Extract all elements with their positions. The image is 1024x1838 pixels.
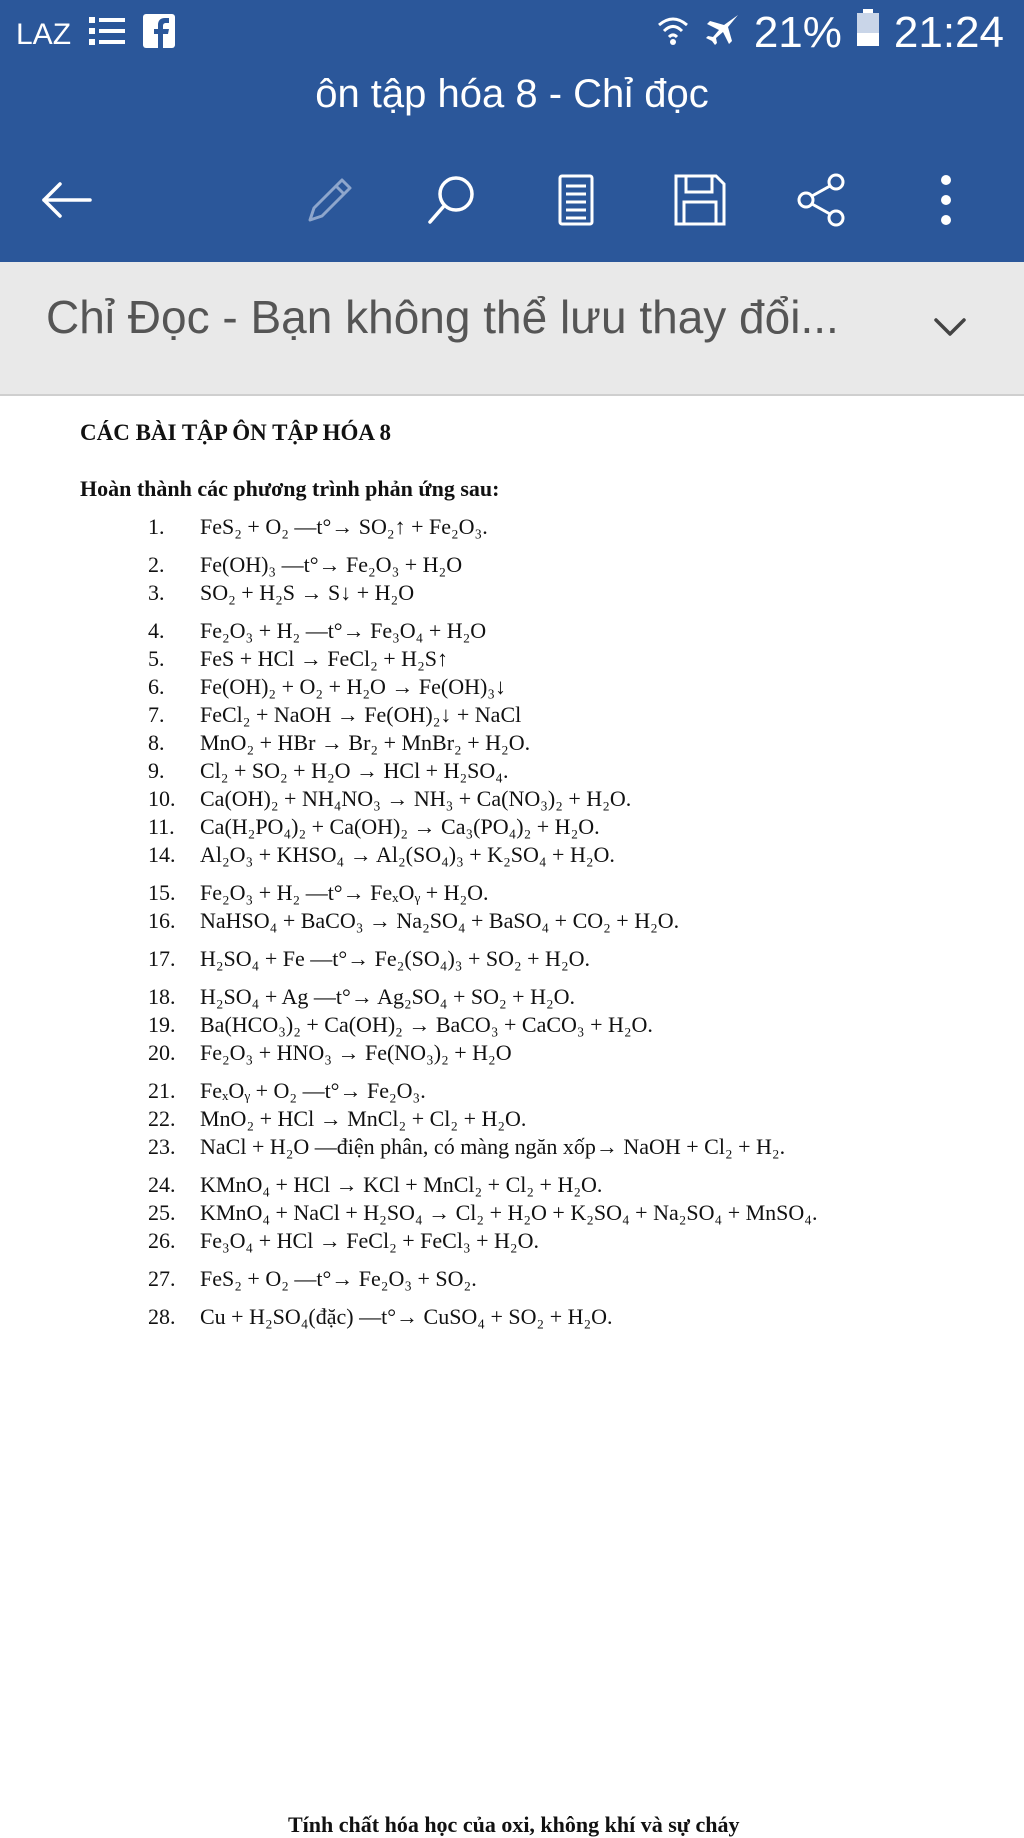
equation-item bbox=[148, 842, 615, 868]
equation-item bbox=[148, 1228, 539, 1254]
equation-number: 1. bbox=[148, 514, 165, 539]
equation-item bbox=[148, 514, 488, 540]
equation-text: Ca(H₂PO₄)₂ + Ca(OH)₂ → Ca₃(PO₄)₂ + H₂O. bbox=[200, 814, 600, 839]
equation-text: MnO₂ + HBr → Br₂ + MnBr₂ + H₂O. bbox=[200, 730, 531, 755]
equation-item bbox=[148, 908, 679, 934]
equation-item bbox=[148, 1200, 817, 1226]
equation-item bbox=[148, 1012, 653, 1038]
equation-text: FeS₂ + O₂ —t°→ Fe₂O₃ + SO₂. bbox=[200, 1266, 477, 1291]
equation-text: NaHSO₄ + BaCO₃ → Na₂SO₄ + BaSO₄ + CO₂ + H₂O. bbox=[200, 908, 680, 933]
search-button[interactable] bbox=[422, 170, 482, 230]
equation-item bbox=[148, 580, 414, 606]
chevron-down-icon[interactable] bbox=[930, 312, 970, 342]
equation-item bbox=[148, 1304, 613, 1330]
save-icon bbox=[672, 172, 728, 228]
equation-item bbox=[148, 674, 506, 700]
battery-icon bbox=[856, 8, 880, 58]
equation-number: 17. bbox=[148, 946, 176, 971]
equation-item bbox=[148, 1106, 526, 1132]
equation-number: 28. bbox=[148, 1304, 176, 1329]
equation-number: 21. bbox=[148, 1078, 176, 1103]
equation-text: KMnO₄ + NaCl + H₂SO₄ → Cl₂ + H₂O + K₂SO₄ + Na₂SO₄ + MnSO₄. bbox=[200, 1200, 818, 1225]
equation-text: FeₓOᵧ + O₂ —t°→ Fe₂O₃. bbox=[200, 1078, 426, 1103]
equation-text: Fe₂O₃ + H₂ —t°→ Fe₃O₄ + H₂O bbox=[200, 618, 487, 643]
equation-text: FeS₂ + O₂ —t°→ SO₂↑ + Fe₂O₃. bbox=[200, 514, 488, 539]
share-icon bbox=[794, 172, 850, 228]
equation-number: 2. bbox=[148, 552, 165, 577]
equation-item bbox=[148, 1266, 477, 1292]
app-header bbox=[0, 0, 1024, 262]
equation-number: 20. bbox=[148, 1040, 176, 1065]
equation-text: Al₂O₃ + KHSO₄ → Al₂(SO₄)₃ + K₂SO₄ + H₂O. bbox=[200, 842, 615, 867]
document-title: ôn tập hóa 8 - Chỉ đọc bbox=[315, 72, 709, 116]
next-section-heading: Tính chất hóa học của oxi, không khí và sự cháy bbox=[288, 1812, 740, 1837]
equation-item bbox=[148, 1078, 426, 1104]
equation-text: Ca(OH)₂ + NH₄NO₃ → NH₃ + Ca(NO₃)₂ + H₂O. bbox=[200, 786, 632, 811]
equation-item bbox=[148, 618, 486, 644]
equation-number: 14. bbox=[148, 842, 176, 867]
equation-text: Fe₂O₃ + H₂ —t°→ FeₓOᵧ + H₂O. bbox=[200, 880, 489, 905]
save-button[interactable] bbox=[670, 170, 730, 230]
equation-item bbox=[148, 814, 600, 840]
equation-text: MnO₂ + HCl → MnCl₂ + Cl₂ + H₂O. bbox=[200, 1106, 527, 1131]
equation-text: Fe(OH)₂ + O₂ + H₂O → Fe(OH)₃↓ bbox=[200, 674, 507, 699]
equation-text: Fe₃O₄ + HCl → FeCl₂ + FeCl₃ + H₂O. bbox=[200, 1228, 539, 1253]
airplane-icon bbox=[704, 8, 740, 58]
pencil-icon bbox=[302, 172, 358, 228]
equation-item bbox=[148, 646, 448, 672]
equation-number: 5. bbox=[148, 646, 165, 671]
equation-text: Fe₂O₃ + HNO₃ → Fe(NO₃)₂ + H₂O bbox=[200, 1040, 512, 1065]
more-options-button[interactable] bbox=[916, 170, 976, 230]
equation-number: 16. bbox=[148, 908, 176, 933]
equation-text: FeS + HCl → FeCl₂ + H₂S↑ bbox=[200, 646, 448, 671]
equation-item bbox=[148, 984, 575, 1010]
document-heading: CÁC BÀI TẬP ÔN TẬP HÓA 8 bbox=[80, 420, 391, 445]
equation-number: 26. bbox=[148, 1228, 176, 1253]
equation-item bbox=[148, 786, 631, 812]
document-subheading: Hoàn thành các phương trình phản ứng sau: bbox=[80, 476, 500, 501]
equation-text: Cu + H₂SO₄(đặc) —t°→ CuSO₄ + SO₂ + H₂O. bbox=[200, 1304, 613, 1329]
equation-text: H₂SO₄ + Fe —t°→ Fe₂(SO₄)₃ + SO₂ + H₂O. bbox=[200, 946, 591, 971]
equation-number: 15. bbox=[148, 880, 176, 905]
equation-number: 8. bbox=[148, 730, 165, 755]
back-button[interactable] bbox=[36, 170, 96, 230]
equation-number: 24. bbox=[148, 1172, 176, 1197]
equation-number: 3. bbox=[148, 580, 165, 605]
app-badge: LAZ bbox=[16, 18, 72, 51]
equation-item bbox=[148, 702, 521, 728]
equation-item bbox=[148, 730, 530, 756]
equation-number: 27. bbox=[148, 1266, 176, 1291]
equation-number: 10. bbox=[148, 786, 176, 811]
more-vertical-icon bbox=[918, 172, 974, 228]
battery-percent: 21% bbox=[753, 8, 842, 57]
facebook-icon bbox=[143, 14, 175, 56]
equation-text: FeCl₂ + NaOH → Fe(OH)₂↓ + NaCl bbox=[200, 702, 522, 727]
equation-number: 19. bbox=[148, 1012, 176, 1037]
equation-item bbox=[148, 552, 462, 578]
document-view-icon bbox=[548, 172, 604, 228]
toolbar bbox=[0, 150, 1024, 240]
edit-button[interactable] bbox=[300, 170, 360, 230]
equation-item bbox=[148, 1134, 785, 1160]
wifi-icon bbox=[656, 8, 690, 58]
equation-text: KMnO₄ + HCl → KCl + MnCl₂ + Cl₂ + H₂O. bbox=[200, 1172, 603, 1197]
equation-number: 9. bbox=[148, 758, 165, 783]
read-only-message: Chỉ Đọc - Bạn không thể lưu thay đổi... bbox=[46, 291, 839, 343]
status-bar bbox=[0, 0, 1024, 70]
equation-number: 23. bbox=[148, 1134, 176, 1159]
equation-number: 6. bbox=[148, 674, 165, 699]
equation-text: Fe(OH)₃ —t°→ Fe₂O₃ + H₂O bbox=[200, 552, 463, 577]
equation-text: SO₂ + H₂S → S↓ + H₂O bbox=[200, 580, 415, 605]
share-button[interactable] bbox=[792, 170, 852, 230]
list-icon bbox=[89, 15, 125, 55]
equation-text: H₂SO₄ + Ag —t°→ Ag₂SO₄ + SO₂ + H₂O. bbox=[200, 984, 576, 1009]
equation-number: 4. bbox=[148, 618, 165, 643]
clock: 21:24 bbox=[893, 8, 1004, 57]
back-arrow-icon bbox=[38, 172, 94, 228]
equation-item bbox=[148, 1040, 512, 1066]
equation-text: Cl₂ + SO₂ + H₂O → HCl + H₂SO₄. bbox=[200, 758, 509, 783]
equation-item bbox=[148, 946, 590, 972]
equation-text: NaCl + H₂O —điện phân, có màng ngăn xốp→ NaOH + Cl₂ + H₂. bbox=[200, 1134, 786, 1159]
equation-number: 25. bbox=[148, 1200, 176, 1225]
equation-item bbox=[148, 758, 508, 784]
equation-number: 22. bbox=[148, 1106, 176, 1131]
equation-number: 11. bbox=[148, 814, 175, 839]
read-only-banner[interactable] bbox=[0, 262, 1024, 396]
reading-view-button[interactable] bbox=[546, 170, 606, 230]
equation-item bbox=[148, 880, 489, 906]
search-icon bbox=[424, 172, 480, 228]
equation-item bbox=[148, 1172, 602, 1198]
equation-number: 18. bbox=[148, 984, 176, 1009]
equation-text: Ba(HCO₃)₂ + Ca(OH)₂ → BaCO₃ + CaCO₃ + H₂O. bbox=[200, 1012, 653, 1037]
document-page bbox=[0, 396, 1024, 1837]
equation-number: 7. bbox=[148, 702, 165, 727]
